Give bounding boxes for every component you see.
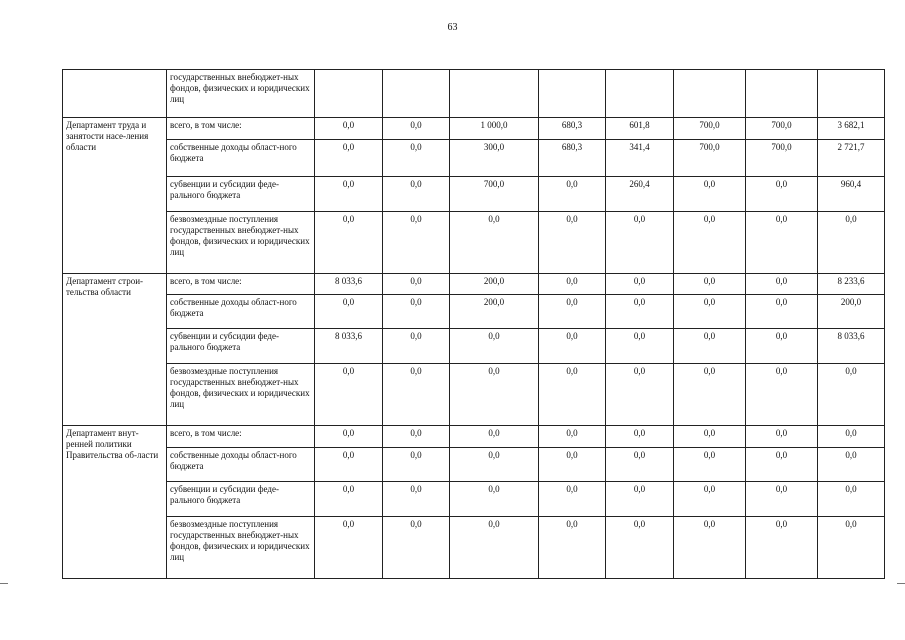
row-label: всего, в том числе: <box>167 426 315 448</box>
value-cell: 0,0 <box>606 482 674 517</box>
table-row <box>63 517 885 579</box>
value-cell: 0,0 <box>450 212 539 274</box>
row-label: безвозмездные поступления государственных внебюджет-ных фондов, физических и юридических лиц <box>167 364 315 426</box>
value-cell: 0,0 <box>315 118 383 140</box>
value-cell: 0,0 <box>383 448 450 482</box>
value-cell: 200,0 <box>450 295 539 329</box>
value-cell: 0,0 <box>383 118 450 140</box>
table-row <box>63 364 885 426</box>
value-cell: 0,0 <box>315 140 383 177</box>
value-cell: 0,0 <box>674 364 746 426</box>
row-label: субвенции и субсидии феде-рального бюджета <box>167 329 315 364</box>
table-row <box>63 274 885 295</box>
value-cell: 0,0 <box>674 274 746 295</box>
value-cell: 0,0 <box>539 448 606 482</box>
value-cell: 0,0 <box>383 274 450 295</box>
value-cell: 0,0 <box>315 517 383 579</box>
value-cell: 0,0 <box>674 426 746 448</box>
value-cell: 0,0 <box>818 482 885 517</box>
value-cell: 8 033,6 <box>315 274 383 295</box>
value-cell: 0,0 <box>315 212 383 274</box>
value-cell: 0,0 <box>539 364 606 426</box>
value-cell: 0,0 <box>450 517 539 579</box>
value-cell: 680,3 <box>539 140 606 177</box>
table-row <box>63 295 885 329</box>
value-cell: 0,0 <box>818 364 885 426</box>
value-cell: 260,4 <box>606 177 674 212</box>
row-label: безвозмездные поступления государственных внебюджет-ных фондов, физических и юридических лиц <box>167 517 315 579</box>
value-cell: 0,0 <box>674 177 746 212</box>
value-cell: 0,0 <box>450 482 539 517</box>
value-cell: 0,0 <box>539 426 606 448</box>
value-cell: 8 033,6 <box>818 329 885 364</box>
value-cell: 300,0 <box>450 140 539 177</box>
value-cell: 0,0 <box>746 364 818 426</box>
table-row <box>63 140 885 177</box>
table-row <box>63 482 885 517</box>
value-cell: 700,0 <box>746 118 818 140</box>
value-cell: 0,0 <box>315 426 383 448</box>
value-cell: 0,0 <box>383 329 450 364</box>
value-cell: 0,0 <box>606 212 674 274</box>
value-cell: 0,0 <box>818 426 885 448</box>
value-cell: 960,4 <box>818 177 885 212</box>
value-cell: 0,0 <box>539 212 606 274</box>
value-cell: 0,0 <box>315 295 383 329</box>
value-cell: 0,0 <box>746 517 818 579</box>
table-row <box>63 212 885 274</box>
value-cell: 0,0 <box>746 448 818 482</box>
value-cell: 0,0 <box>383 212 450 274</box>
value-cell: 0,0 <box>315 448 383 482</box>
value-cell: 700,0 <box>746 140 818 177</box>
table-body <box>63 70 885 579</box>
value-cell <box>450 70 539 118</box>
value-cell: 0,0 <box>450 329 539 364</box>
value-cell: 700,0 <box>674 140 746 177</box>
value-cell <box>746 70 818 118</box>
value-cell: 0,0 <box>383 517 450 579</box>
value-cell: 2 721,7 <box>818 140 885 177</box>
value-cell: 341,4 <box>606 140 674 177</box>
value-cell: 3 682,1 <box>818 118 885 140</box>
value-cell: 0,0 <box>746 329 818 364</box>
value-cell <box>674 70 746 118</box>
value-cell: 0,0 <box>746 212 818 274</box>
row-label: субвенции и субсидии феде-рального бюджета <box>167 177 315 212</box>
row-label: всего, в том числе: <box>167 118 315 140</box>
value-cell <box>315 70 383 118</box>
continuation-row <box>63 70 885 118</box>
value-cell <box>606 70 674 118</box>
value-cell: 700,0 <box>674 118 746 140</box>
value-cell: 0,0 <box>383 295 450 329</box>
value-cell: 680,3 <box>539 118 606 140</box>
value-cell <box>383 70 450 118</box>
value-cell <box>539 70 606 118</box>
value-cell: 0,0 <box>606 364 674 426</box>
value-cell <box>818 70 885 118</box>
right-edge-mark <box>897 583 905 584</box>
row-label: субвенции и субсидии феде-рального бюджета <box>167 482 315 517</box>
value-cell: 0,0 <box>539 274 606 295</box>
value-cell: 0,0 <box>746 426 818 448</box>
row-label: собственные доходы област-ного бюджета <box>167 295 315 329</box>
value-cell: 0,0 <box>674 295 746 329</box>
value-cell: 0,0 <box>674 329 746 364</box>
value-cell: 0,0 <box>606 426 674 448</box>
value-cell: 0,0 <box>383 426 450 448</box>
department-name: Департамент труда и занятости насе-ления области <box>63 118 167 274</box>
row-label: собственные доходы област-ного бюджета <box>167 448 315 482</box>
table-row <box>63 177 885 212</box>
department-cell <box>63 70 167 118</box>
row-label: государственных внебюджет-ных фондов, физических и юридических лиц <box>167 70 315 118</box>
value-cell: 601,8 <box>606 118 674 140</box>
value-cell: 0,0 <box>383 482 450 517</box>
value-cell: 200,0 <box>818 295 885 329</box>
value-cell: 8 233,6 <box>818 274 885 295</box>
value-cell: 0,0 <box>383 364 450 426</box>
value-cell: 0,0 <box>674 517 746 579</box>
value-cell: 0,0 <box>606 329 674 364</box>
value-cell: 0,0 <box>539 295 606 329</box>
row-label: всего, в том числе: <box>167 274 315 295</box>
department-name: Департамент строи-тельства области <box>63 274 167 426</box>
value-cell: 0,0 <box>315 177 383 212</box>
table-row <box>63 426 885 448</box>
value-cell: 0,0 <box>818 517 885 579</box>
value-cell: 200,0 <box>450 274 539 295</box>
value-cell: 0,0 <box>606 448 674 482</box>
value-cell: 0,0 <box>450 426 539 448</box>
row-label: безвозмездные поступления государственных внебюджет-ных фондов, физических и юридических лиц <box>167 212 315 274</box>
value-cell: 0,0 <box>674 448 746 482</box>
value-cell: 0,0 <box>383 140 450 177</box>
value-cell: 0,0 <box>450 448 539 482</box>
value-cell: 0,0 <box>383 177 450 212</box>
department-name: Департамент внут-ренней политики Правительства об-ласти <box>63 426 167 579</box>
value-cell: 0,0 <box>606 517 674 579</box>
value-cell: 0,0 <box>746 295 818 329</box>
value-cell: 0,0 <box>818 448 885 482</box>
value-cell: 0,0 <box>674 212 746 274</box>
value-cell: 0,0 <box>315 364 383 426</box>
value-cell: 0,0 <box>818 212 885 274</box>
value-cell: 8 033,6 <box>315 329 383 364</box>
value-cell: 0,0 <box>606 274 674 295</box>
value-cell: 0,0 <box>450 364 539 426</box>
value-cell: 0,0 <box>539 517 606 579</box>
table-row <box>63 448 885 482</box>
budget-table <box>62 69 885 579</box>
value-cell: 0,0 <box>674 482 746 517</box>
value-cell: 0,0 <box>539 482 606 517</box>
row-label: собственные доходы област-ного бюджета <box>167 140 315 177</box>
table-row <box>63 329 885 364</box>
value-cell: 0,0 <box>746 274 818 295</box>
left-edge-mark <box>0 583 8 584</box>
value-cell: 0,0 <box>315 482 383 517</box>
value-cell: 1 000,0 <box>450 118 539 140</box>
value-cell: 0,0 <box>746 177 818 212</box>
value-cell: 700,0 <box>450 177 539 212</box>
value-cell: 0,0 <box>746 482 818 517</box>
value-cell: 0,0 <box>606 295 674 329</box>
page-number: 63 <box>447 22 458 33</box>
value-cell: 0,0 <box>539 329 606 364</box>
value-cell: 0,0 <box>539 177 606 212</box>
table-row <box>63 118 885 140</box>
